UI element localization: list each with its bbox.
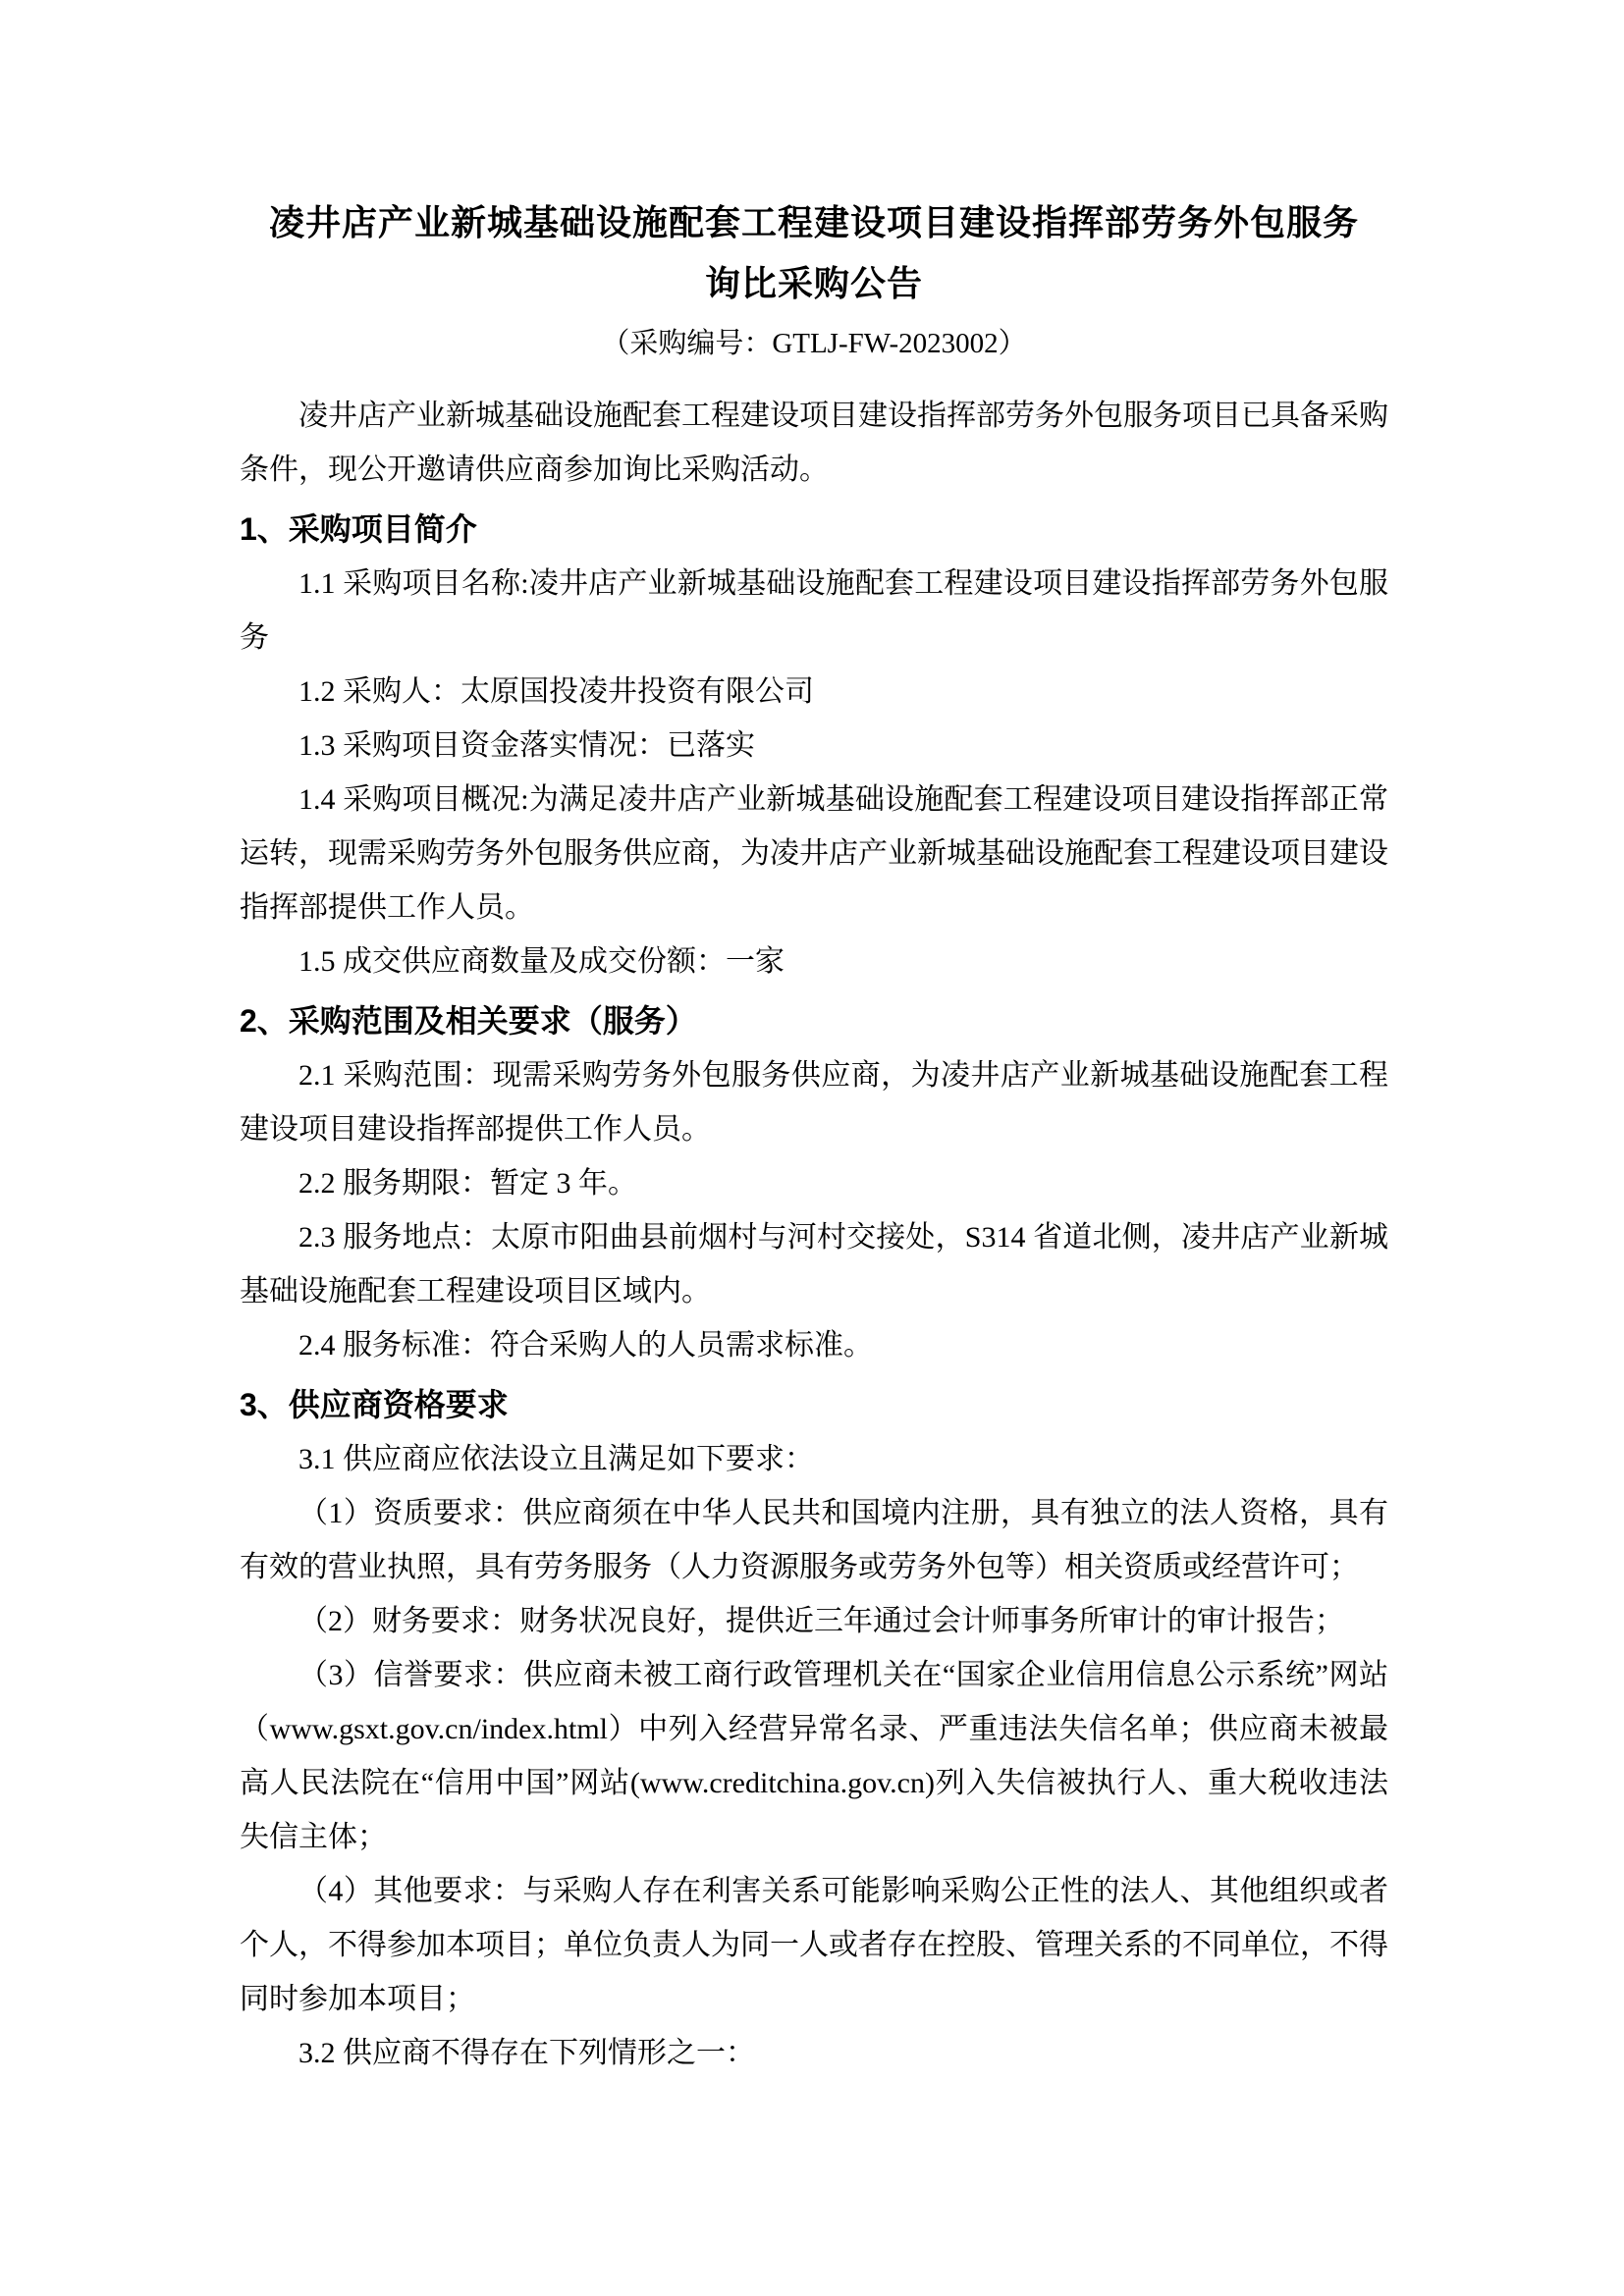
paragraph-3-1: 3.1 供应商应依法设立且满足如下要求： [298,1443,814,1475]
section-2-heading: 2、采购范围及相关要求（服务） [240,1003,697,1039]
paragraph-3-1-item-1: （1）资质要求：供应商须在中华人民共和国境内注册，具有独立的法人资格，具有有效的营业执照，具有劳务服务（人力资源服务或劳务外包等）相关资质或经营许可； [240,1497,1388,1583]
procurement-number: （采购编号：GTLJ-FW-2023002） [601,328,1027,359]
paragraph-3-1-item-2: （2）财务要求：财务状况良好，提供近三年通过会计师事务所审计的审计报告； [298,1605,1344,1637]
paragraph-3-2: 3.2 供应商不得存在下列情形之一： [298,2037,755,2069]
document-title: 凌井店产业新城基础设施配套工程建设项目建设指挥部劳务外包服务 [268,203,1359,242]
paragraph-2-3: 2.3 服务地点：太原市阳曲县前烟村与河村交接处，S314 省道北侧，凌井店产业新城基础设施配套工程建设项目区域内。 [240,1221,1388,1308]
paragraph-2-4: 2.4 服务标准：符合采购人的人员需求标准。 [298,1329,873,1362]
paragraph-3-1-item-3: （3）信誉要求：供应商未被工商行政管理机关在“国家企业信用信息公示系统”网站（www.gsxt.gov.cn/index.html）中列入经营异常名录、严重违法失信名单；供应商未被最高人民法院在“信用中国”网站(www.creditchina.gov.cn)列入失信被执行人、重大税收违法失信主体； [240,1659,1388,1853]
document-subtitle: 询比采购公告 [704,264,923,303]
paragraph-3-1-item-4: （4）其他要求：与采购人存在利害关系可能影响采购公正性的法人、其他组织或者个人，不得参加本项目；单位负责人为同一人或者存在控股、管理关系的不同单位，不得同时参加本项目； [240,1875,1388,2015]
paragraph-2-2: 2.2 服务期限：暂定 3 年。 [298,1167,637,1200]
intro-paragraph: 凌井店产业新城基础设施配套工程建设项目建设指挥部劳务外包服务项目已具备采购条件，现公开邀请供应商参加询比采购活动。 [240,400,1388,486]
paragraph-1-3: 1.3 采购项目资金落实情况：已落实 [298,729,755,762]
paragraph-1-2: 1.2 采购人：太原国投凌井投资有限公司 [298,675,814,708]
section-1-heading: 1、采购项目简介 [240,511,477,547]
section-3-heading: 3、供应商资格要求 [240,1387,509,1422]
paragraph-1-4: 1.4 采购项目概况:为满足凌井店产业新城基础设施配套工程建设项目建设指挥部正常运转，现需采购劳务外包服务供应商，为凌井店产业新城基础设施配套工程建设项目建设指挥部提供工作人员。 [240,783,1388,924]
paragraph-2-1: 2.1 采购范围：现需采购劳务外包服务供应商，为凌井店产业新城基础设施配套工程建设项目建设指挥部提供工作人员。 [240,1059,1388,1146]
paragraph-1-1: 1.1 采购项目名称:凌井店产业新城基础设施配套工程建设项目建设指挥部劳务外包服务 [240,567,1388,654]
paragraph-1-5: 1.5 成交供应商数量及成交份额：一家 [298,945,785,978]
